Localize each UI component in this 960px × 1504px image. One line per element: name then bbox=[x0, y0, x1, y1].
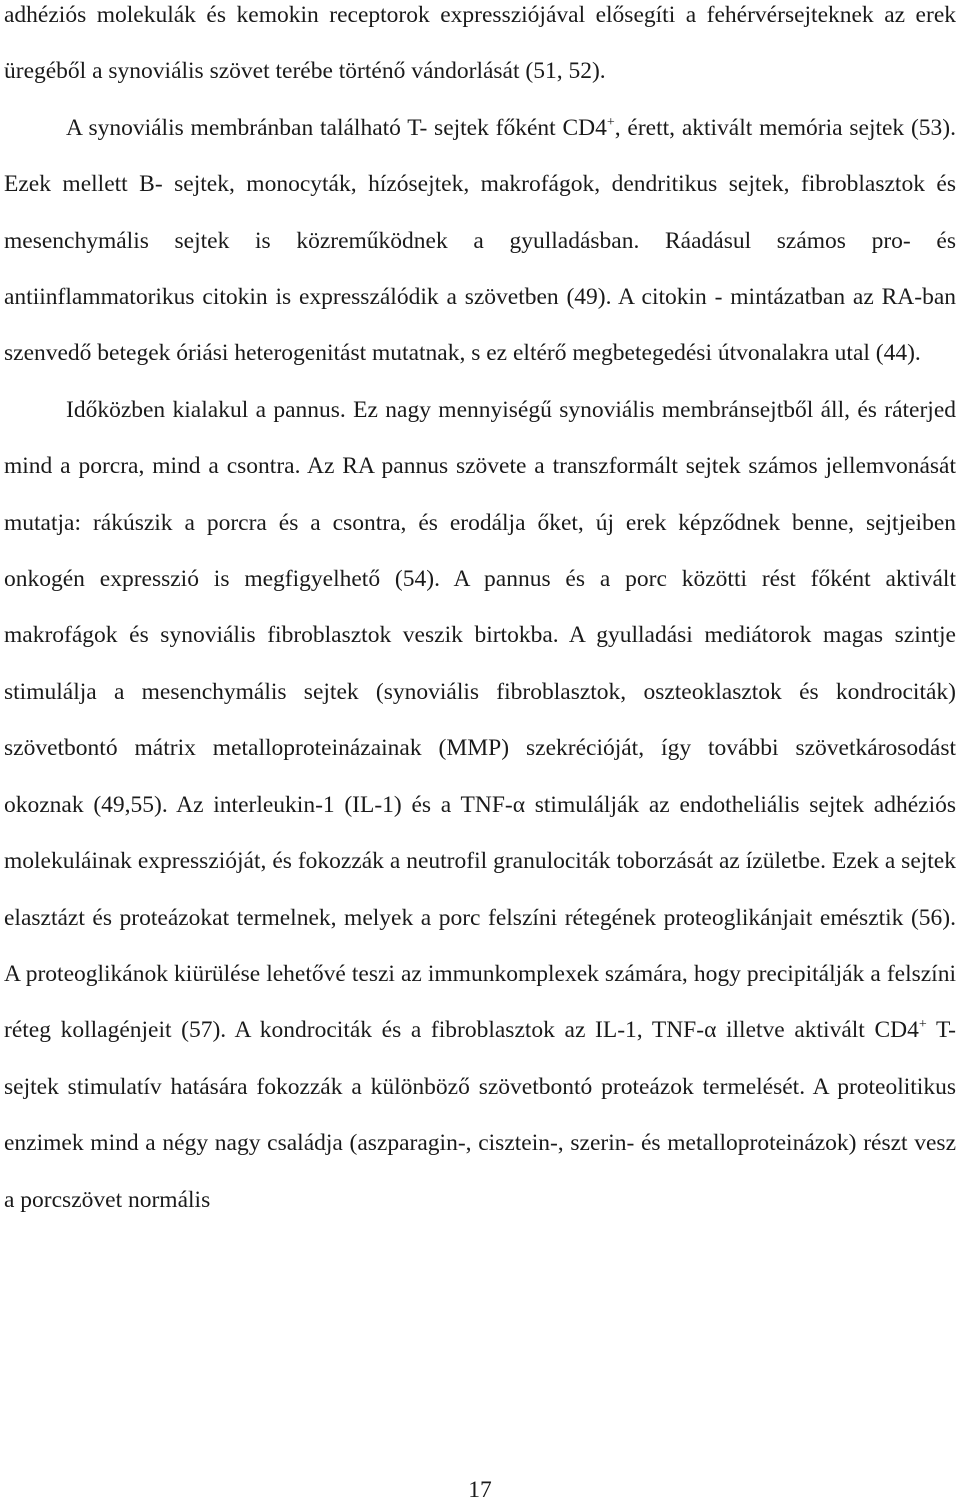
text-span: Időközben kialakul a pannus. Ez nagy mennyiségű synoviális membránsejtből áll, és ráterjed mind a porcra, mind a csontra. Az RA pannus szövete a transzformált sejtek számos jellemvonását mutatja: rákúszik a porcra és a csontra, és erodálja őket, új erek képződnek benne, sejtjeiben onkogén expresszió is megfigyelhető (54). A pannus és a porc közötti rést főként aktivált makrofágok és synoviális fibroblasztok veszik birtokba. A gyulladási mediátorok magas szintje stimulálja a mesenchymális sejtek (synoviális fibroblasztok, oszteoklasztok és kondrociták) szövetbontó mátrix metalloproteinázainak (MMP) szekrécióját, így további szövetkárosodást okoznak (49,55). Az interleukin-1 (IL-1) és a TNF-α stimulálják az endotheliális sejtek adhéziós molekuláinak expresszióját, és fokozzák a neutrofil granulociták toborzását az ízületbe. Ezek a sejtek elasztázt és proteázokat termelnek, melyek a porc felszíni rétegének proteoglikánjait emésztik (56). A proteoglikánok kiürülése lehetővé teszi az immunkomplexek számára, hogy precipitálják a felszíni réteg kollagénjeit (57). A kondrociták és a fibroblasztok az IL-1, TNF-α illetve aktivált CD4 bbox=[4, 396, 956, 1044]
text-span: T-sejtek stimulatív hatására fokozzák a különböző szövetbontó proteázok termelését. A proteolitikus enzimek mind a négy nagy családja (aszparagin-, cisztein-, szerin- és metalloproteinázok) részt vesz a porcszövet normális bbox=[4, 1017, 956, 1213]
text-span: A synoviális membránban található T- sejtek főként CD4 bbox=[66, 114, 607, 141]
superscript: + bbox=[918, 1017, 927, 1033]
paragraph bbox=[4, 382, 956, 1228]
text-span: adhéziós molekulák és kemokin receptorok expressziójával elősegíti a fehérvérsejteknek az erek üregéből a synoviális szövet terébe történő vándorlását (51, 52). bbox=[4, 2, 956, 85]
paragraph bbox=[4, 100, 956, 382]
body-text bbox=[4, 0, 956, 1228]
page-number: 17 bbox=[468, 1477, 492, 1503]
paragraph bbox=[4, 0, 956, 100]
superscript: + bbox=[606, 114, 615, 130]
text-span: , érett, aktivált memória sejtek (53). Ezek mellett B- sejtek, monocyták, hízósejtek, makrofágok, dendritikus sejtek, fibroblasztok és mesenchymális sejtek is közreműködnek a gyulladásban. Ráadásul számos pro- és antiinflammatorikus citokin is expresszálódik a szövetben (49). A citokin - mintázatban az RA-ban szenvedő betegek óriási heterogenitást mutatnak, s ez eltérő megbetegedési útvonalakra utal (44). bbox=[4, 114, 956, 367]
